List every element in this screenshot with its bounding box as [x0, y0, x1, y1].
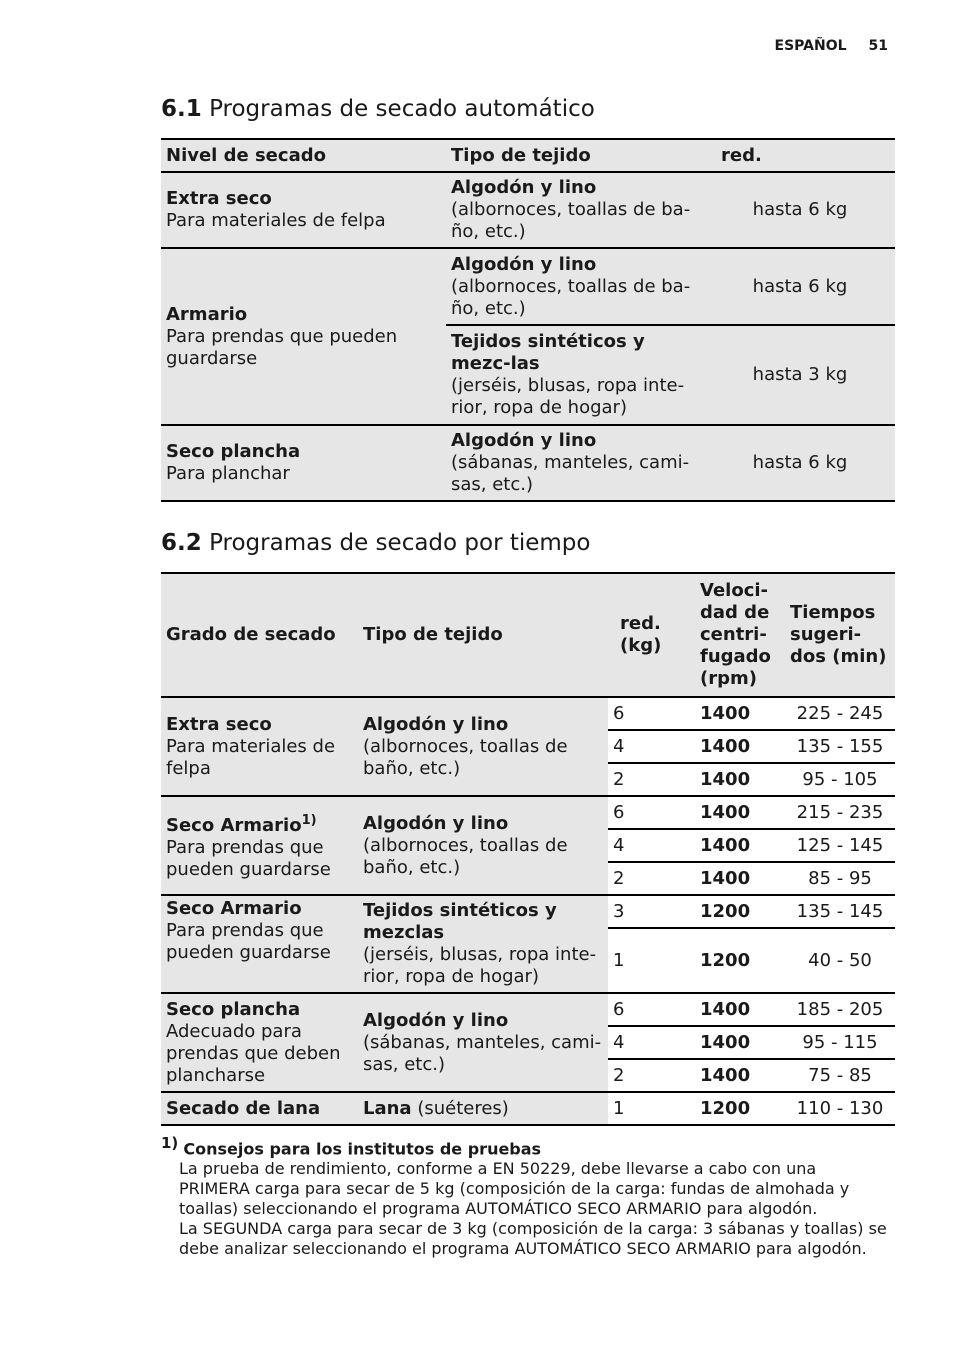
footnote [161, 1133, 891, 1259]
fabric-cell [358, 1092, 608, 1125]
speed-cell: 1200 [695, 895, 785, 928]
footnote-paragraph: La SEGUNDA carga para secar de 3 kg (composición de la carga: 3 sábanas y toallas) se debe analizar seleccionando el programa AUTOMÁTICO SECO ARMARIO para algodón. [179, 1219, 887, 1259]
load-cell: hasta 6 kg [705, 248, 895, 325]
fabric-name: Lana [363, 1097, 412, 1119]
load-cell: 6 [608, 796, 695, 829]
time-cell: 40 - 50 [785, 928, 895, 993]
section-number: 6.2 [161, 530, 202, 556]
fabric-cell [446, 425, 705, 501]
table-row [161, 697, 895, 730]
fabric-cell [358, 796, 608, 895]
time-cell: 185 - 205 [785, 993, 895, 1026]
fabric-desc: (sábanas, manteles, cami-sas, etc.) [363, 1031, 602, 1075]
fabric-cell [358, 697, 608, 796]
table-row [161, 895, 895, 928]
fabric-name: Algodón y lino [363, 713, 509, 735]
page-number: 51 [868, 38, 888, 54]
fabric-desc: (jerséis, blusas, ropa inte-rior, ropa de hogar) [363, 944, 597, 987]
level-cell [161, 993, 358, 1092]
level-cell [161, 895, 358, 993]
speed-cell: 1400 [695, 697, 785, 730]
column-header: Nivel de secado [161, 139, 446, 172]
speed-cell: 1400 [695, 1059, 785, 1092]
auto-drying-table [161, 138, 895, 502]
section-title: Programas de secado por tiempo [209, 530, 591, 556]
load-cell: 6 [608, 993, 695, 1026]
time-cell: 215 - 235 [785, 796, 895, 829]
load-cell: hasta 6 kg [705, 172, 895, 248]
time-cell: 135 - 145 [785, 895, 895, 928]
fabric-desc: (albornoces, toallas de baño, etc.) [363, 834, 568, 878]
table-row [161, 1092, 895, 1125]
speed-cell: 1200 [695, 1092, 785, 1125]
fabric-name: Algodón y lino [363, 812, 509, 834]
fabric-name: Algodón y lino [451, 177, 597, 198]
level-cell [161, 425, 446, 501]
level-name: Seco plancha [166, 441, 301, 462]
table-header-row [161, 139, 895, 172]
column-header: Tipo de tejido [358, 573, 608, 697]
speed-cell: 1400 [695, 862, 785, 895]
speed-cell: 1400 [695, 796, 785, 829]
level-desc: Para materiales de felpa [166, 735, 336, 779]
column-header: red. [705, 139, 895, 172]
footnote-marker: 1) [161, 1134, 179, 1152]
time-cell: 75 - 85 [785, 1059, 895, 1092]
column-header: red. (kg) [608, 573, 695, 697]
time-cell: 95 - 115 [785, 1026, 895, 1059]
load-cell: 3 [608, 895, 695, 928]
load-cell: 1 [608, 1092, 695, 1125]
time-cell: 135 - 155 [785, 730, 895, 763]
fabric-desc: (albornoces, toallas de baño, etc.) [363, 735, 568, 779]
load-cell: 2 [608, 862, 695, 895]
fabric-name: Tejidos sintéticos y mezc-las [451, 331, 645, 374]
level-name: Secado de lana [166, 1097, 321, 1119]
column-header: Tiempos sugeri-dos (min) [785, 573, 895, 697]
load-cell: 2 [608, 763, 695, 796]
time-cell: 85 - 95 [785, 862, 895, 895]
load-cell: 1 [608, 928, 695, 993]
level-cell [161, 1092, 358, 1125]
fabric-cell [358, 993, 608, 1092]
fabric-desc: (jerséis, blusas, ropa inte-rior, ropa de hogar) [451, 375, 685, 418]
table-row [161, 248, 895, 325]
section-title: Programas de secado automático [209, 96, 595, 122]
level-cell [161, 172, 446, 248]
level-name: Extra seco [166, 188, 272, 209]
fabric-desc: (sábanas, manteles, cami-sas, etc.) [451, 452, 690, 495]
speed-cell: 1400 [695, 993, 785, 1026]
level-name: Armario [166, 303, 248, 325]
table-row [161, 796, 895, 829]
time-cell: 225 - 245 [785, 697, 895, 730]
speed-cell: 1400 [695, 829, 785, 862]
section-6-2-heading [161, 530, 590, 556]
fabric-cell [446, 325, 705, 425]
time-cell: 125 - 145 [785, 829, 895, 862]
fabric-cell [446, 172, 705, 248]
table-row [161, 993, 895, 1026]
time-cell: 95 - 105 [785, 763, 895, 796]
level-cell [161, 796, 358, 895]
fabric-desc: (suéteres) [417, 1097, 509, 1119]
language-label: ESPAÑOL [774, 38, 847, 54]
column-header: Grado de secado [161, 573, 358, 697]
speed-cell: 1400 [695, 730, 785, 763]
fabric-name: Algodón y lino [451, 253, 597, 275]
level-desc: Para materiales de felpa [166, 210, 386, 231]
footnote-title: Consejos para los institutos de pruebas [183, 1139, 542, 1159]
column-header: Tipo de tejido [446, 139, 705, 172]
footnote-paragraph: La prueba de rendimiento, conforme a EN 50229, debe llevarse a cabo con una PRIMERA carga para secar de 5 kg (composición de la carga: fundas de almohada y toallas) seleccionando el programa AUTOMÁTICO SECO ARMARIO para algodón. [179, 1159, 850, 1219]
level-name: Seco plancha [166, 998, 301, 1020]
fabric-name: Tejidos sintéticos y mezclas [363, 900, 557, 943]
page-header [775, 38, 888, 54]
section-number: 6.1 [161, 96, 202, 122]
level-desc: Para prendas que pueden guardarse [166, 325, 398, 369]
table-header-row [161, 573, 895, 697]
level-name: Seco Armario [166, 815, 302, 836]
time-cell: 110 - 130 [785, 1092, 895, 1125]
load-cell: 4 [608, 730, 695, 763]
speed-cell: 1200 [695, 928, 785, 993]
fabric-desc: (albornoces, toallas de ba-ño, etc.) [451, 275, 691, 319]
level-desc: Para prendas que pueden guardarse [166, 837, 331, 880]
footnote-ref: 1) [301, 813, 317, 828]
load-cell: hasta 6 kg [705, 425, 895, 501]
load-cell: 4 [608, 1026, 695, 1059]
load-cell: 4 [608, 829, 695, 862]
fabric-name: Algodón y lino [451, 430, 597, 451]
fabric-cell [446, 248, 705, 325]
level-cell [161, 248, 446, 425]
speed-cell: 1400 [695, 1026, 785, 1059]
table-row [161, 172, 895, 248]
level-name: Seco Armario [166, 898, 302, 919]
fabric-desc: (albornoces, toallas de ba-ño, etc.) [451, 199, 691, 242]
level-desc: Para prendas que pueden guardarse [166, 920, 331, 963]
load-cell: 2 [608, 1059, 695, 1092]
timed-drying-table [161, 572, 895, 1126]
level-cell [161, 697, 358, 796]
column-header: Veloci-dad de centri-fugado (rpm) [695, 573, 785, 697]
load-cell: hasta 3 kg [705, 325, 895, 425]
load-cell: 6 [608, 697, 695, 730]
level-name: Extra seco [166, 713, 272, 735]
table-row [161, 425, 895, 501]
speed-cell: 1400 [695, 763, 785, 796]
section-6-1-heading [161, 96, 595, 122]
level-desc: Adecuado para prendas que deben plancharse [166, 1020, 341, 1086]
fabric-name: Algodón y lino [363, 1009, 509, 1031]
level-desc: Para planchar [166, 463, 290, 484]
fabric-cell [358, 895, 608, 993]
